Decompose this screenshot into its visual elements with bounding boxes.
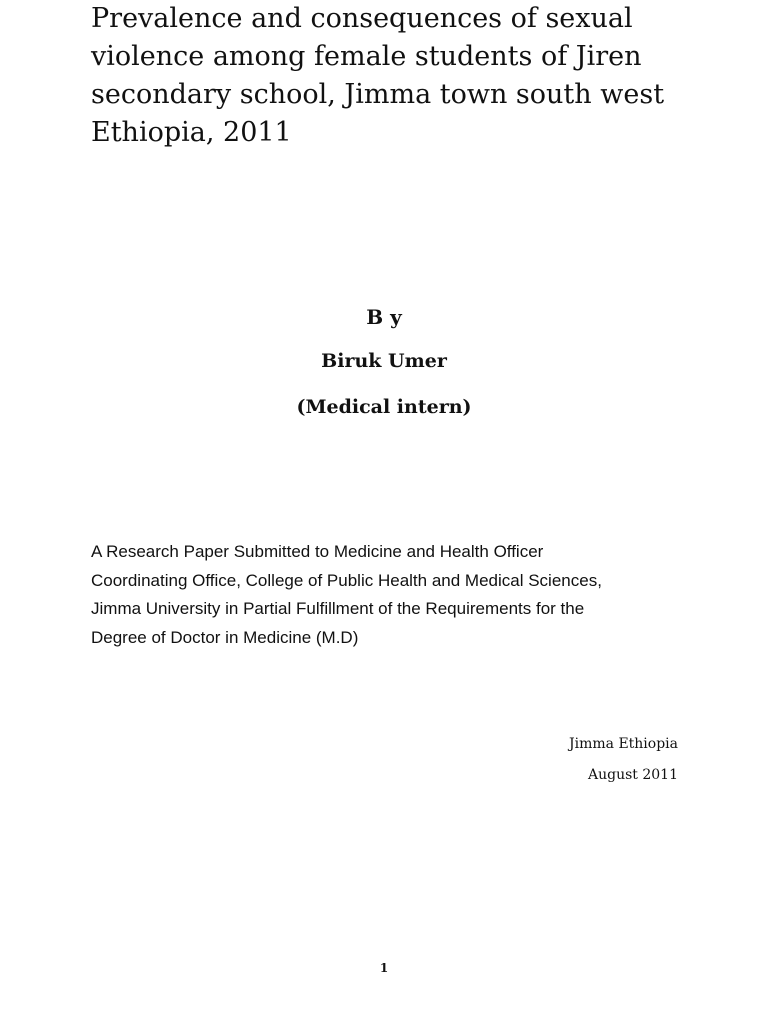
place-location: Jimma Ethiopia xyxy=(569,736,678,752)
title-line: Prevalence and consequences of sexual xyxy=(91,3,633,34)
submission-line: A Research Paper Submitted to Medicine and Health Officer xyxy=(91,542,544,561)
submission-line: Degree of Doctor in Medicine (M.D) xyxy=(91,627,359,647)
title-line: Ethiopia, 2011 xyxy=(91,117,292,148)
submission-line: Coordinating Office, College of Public Health and Medical Sciences, xyxy=(91,570,602,590)
submission-line: Jimma University in Partial Fulfillment of the Requirements for the xyxy=(91,599,585,618)
author-role: (Medical intern) xyxy=(296,396,472,418)
by-label: B y xyxy=(366,305,402,329)
author-name: Biruk Umer xyxy=(321,350,447,372)
page-number: 1 xyxy=(379,961,389,975)
title-line: secondary school, Jimma town south west xyxy=(91,79,665,110)
submission-date: August 2011 xyxy=(588,767,678,783)
submission-statement xyxy=(91,538,711,652)
document-title xyxy=(91,0,691,152)
title-line: violence among female students of Jiren xyxy=(91,41,642,72)
